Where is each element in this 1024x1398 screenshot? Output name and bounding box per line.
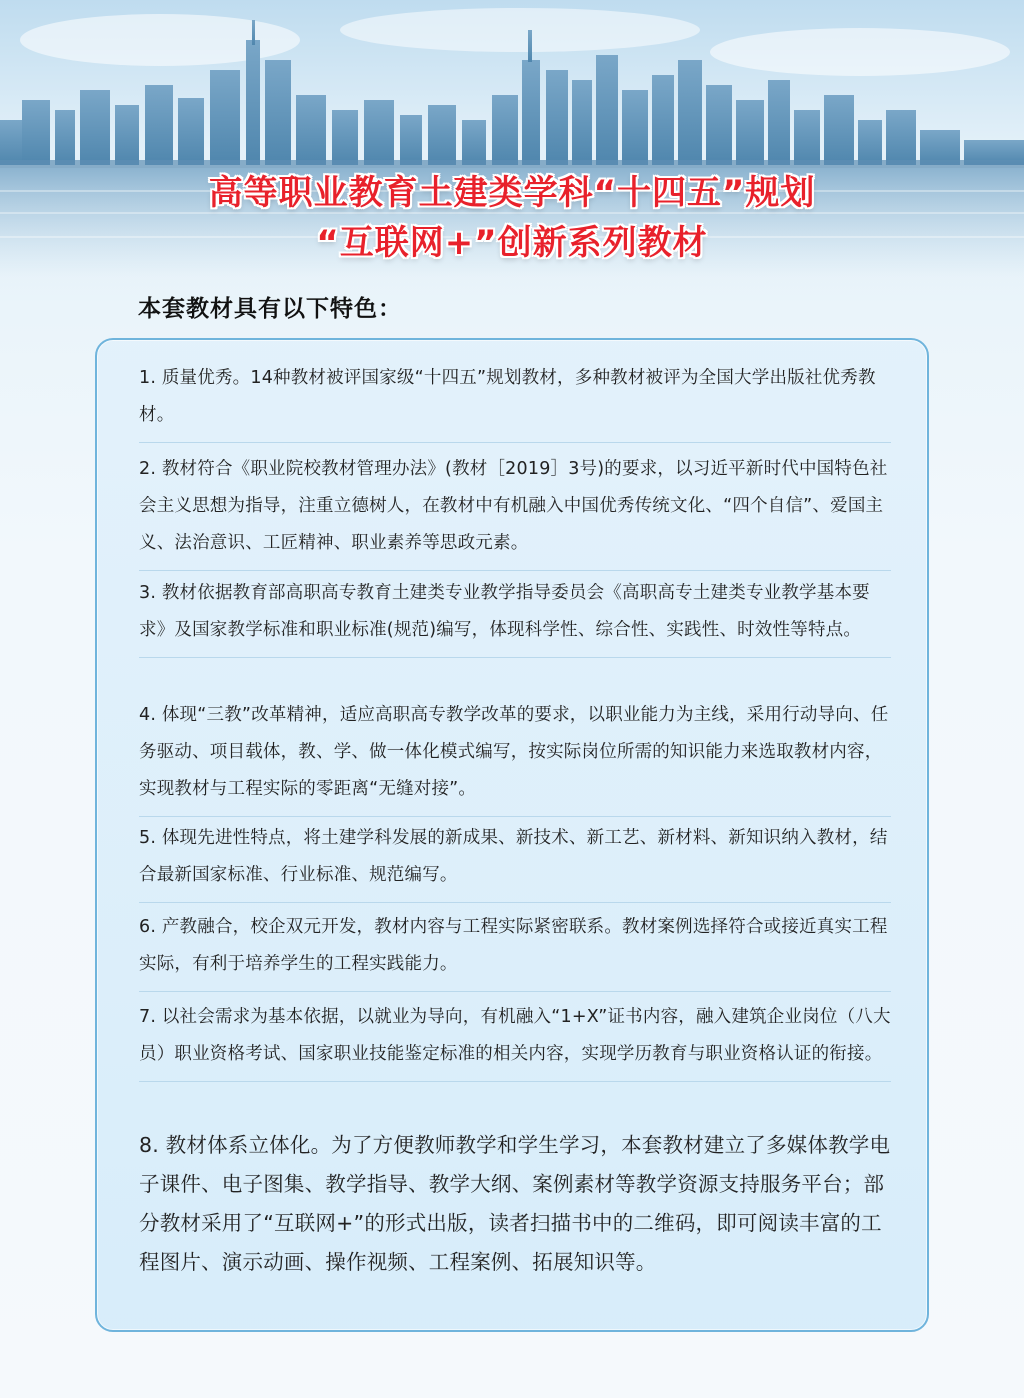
- feature-item-4: 4. 体现“三教”改革精神，适应高职高专教学改革的要求，以职业能力为主线，采用行动导向、任务驱动、项目载体，教、学、做一体化模式编写，按实际岗位所需的知识能力来选取教材内容，实现教材与工程实际的零距离“无缝对接”。: [139, 697, 891, 817]
- feature-item-1: 1. 质量优秀。14种教材被评国家级“十四五”规划教材，多种教材被评为全国大学出版社优秀教材。: [139, 360, 891, 443]
- feature-item-6: 6. 产教融合，校企双元开发，教材内容与工程实际紧密联系。教材案例选择符合或接近真实工程实际，有利于培养学生的工程实践能力。: [139, 909, 891, 992]
- feature-item-2: 2. 教材符合《职业院校教材管理办法》(教材［2019］3号)的要求，以习近平新时代中国特色社会主义思想为指导，注重立德树人，在教材中有机融入中国优秀传统文化、“四个自信”、爱国主义、法治意识、工匠精神、职业素养等思政元素。: [139, 451, 891, 571]
- series-title: [0, 168, 1024, 268]
- feature-item-8: 8. 教材体系立体化。为了方便教师教学和学生学习，本套教材建立了多媒体教学电子课件、电子图集、教学指导、教学大纲、案例素材等教学资源支持服务平台；部分教材采用了“互联网+”的形式出版，读者扫描书中的二维码，即可阅读丰富的工程图片、演示动画、操作视频、工程案例、拓展知识等。: [139, 1133, 891, 1274]
- features-panel: [95, 338, 929, 1332]
- series-title-line-2: “互联网+”创新系列教材: [316, 223, 708, 263]
- feature-item-3: 3. 教材依据教育部高职高专教育土建类专业教学指导委员会《高职高专土建类专业教学基本要求》及国家教学标准和职业标准(规范)编写，体现科学性、综合性、实践性、时效性等特点。: [139, 575, 891, 658]
- feature-item-7: 7. 以社会需求为基本依据，以就业为导向，有机融入“1+X”证书内容，融入建筑企业岗位（八大员）职业资格考试、国家职业技能鉴定标准的相关内容，实现学历教育与职业资格认证的衔接。: [139, 999, 891, 1082]
- series-title-line-1: 高等职业教育土建类学科“十四五”规划: [208, 173, 816, 213]
- feature-item-5: 5. 体现先进性特点，将土建学科发展的新成果、新技术、新工艺、新材料、新知识纳入教材，结合最新国家标准、行业标准、规范编写。: [139, 820, 891, 903]
- features-heading: 本套教材具有以下特色：: [138, 295, 402, 322]
